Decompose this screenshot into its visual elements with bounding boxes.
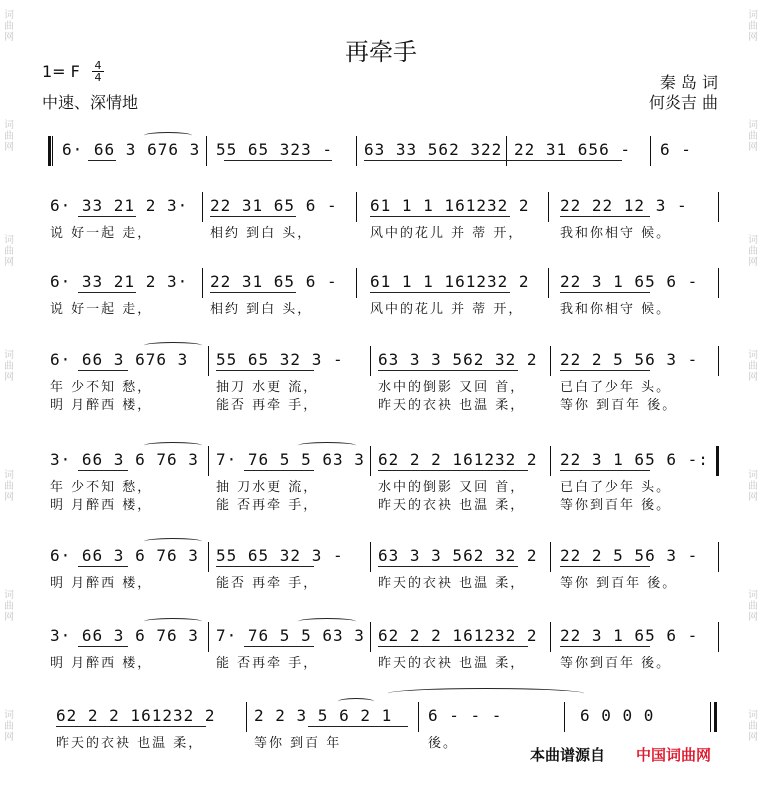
beam <box>78 216 136 217</box>
measure: 7· 76 5 5 63 3 <box>216 626 365 645</box>
lyric-line: 已白了少年 头。 <box>560 480 672 495</box>
slur <box>144 618 202 625</box>
watermark-right-1: 词 曲 网 <box>748 10 758 43</box>
lyric-line: 能 否再牵 手， <box>216 656 319 671</box>
lyric-line: 已白了少年 头。 <box>560 380 672 395</box>
measure: 3· 66 3 6 76 3 <box>50 626 199 645</box>
key-signature: 1= F <box>42 62 80 81</box>
measure: 22 2 5 56 3 - <box>560 350 699 369</box>
lyric-line-verse-2: 能 否再牵 手， <box>216 498 319 513</box>
lyric-line: 相约 到白 头， <box>210 226 313 241</box>
measure: 6· 66 3 6 76 3 <box>50 546 199 565</box>
end-barline <box>718 622 719 652</box>
barline <box>550 622 551 652</box>
lyric-line: 後。 <box>428 736 459 751</box>
beam <box>560 370 650 371</box>
beam <box>560 292 650 293</box>
beam <box>210 292 296 293</box>
measure: 22 3 1 65 6 - <box>560 626 699 645</box>
slur <box>144 442 202 449</box>
barline <box>548 268 549 298</box>
lyric-line: 水中的倒影 又回 首， <box>378 480 526 495</box>
lyric-line: 相约 到白 头， <box>210 302 313 317</box>
barline <box>208 622 209 652</box>
lyric-line: 等你 到百 年 <box>254 736 342 751</box>
beam <box>308 726 408 727</box>
lyric-line: 我和你相守 候。 <box>560 302 672 317</box>
watermark-left-6: 词 曲 网 <box>4 590 14 623</box>
measure: 6· 33 21 2 3· <box>50 196 189 215</box>
beam <box>78 292 136 293</box>
song-title: 再牵手 <box>345 38 417 66</box>
lyric-line: 等你到百年 後。 <box>560 656 672 671</box>
measure: 6 0 0 0 <box>580 706 655 725</box>
measure: 6· 66 3 676 3 <box>62 140 201 159</box>
slur <box>144 342 202 349</box>
barline <box>202 268 203 298</box>
source-label: 本曲谱源自 <box>530 746 606 764</box>
lyric-line-verse-2: 能否 再牵 手， <box>216 398 319 413</box>
lyric-line: 年 少不知 愁， <box>50 380 153 395</box>
repeat-end-barline <box>716 446 719 476</box>
lyric-line: 水中的倒影 又回 首， <box>378 380 526 395</box>
measure: 55 65 32 3 - <box>216 546 344 565</box>
lyric-line: 说 好一起 走， <box>50 226 153 241</box>
watermark-left-1: 词 曲 网 <box>4 10 14 43</box>
measure: 22 3 1 65 6 -: <box>560 450 709 469</box>
beam <box>78 566 128 567</box>
beam <box>560 470 650 471</box>
measure: 62 2 2 161232 2 <box>56 706 216 725</box>
lyric-line: 风中的花儿 并 蒂 开， <box>370 226 524 241</box>
measure: 22 2 5 56 3 - <box>560 546 699 565</box>
lyric-line: 明 月醉西 楼， <box>50 656 153 671</box>
lyric-line: 昨天的衣袂 也温 柔， <box>378 656 526 671</box>
barline <box>650 136 651 166</box>
slur <box>298 442 356 449</box>
beam <box>224 160 332 161</box>
lyric-line: 年 少不知 愁， <box>50 480 153 495</box>
composer-credit: 何炎吉 曲 <box>648 93 718 112</box>
measure: 63 3 3 562 32 2 <box>378 546 538 565</box>
barline <box>356 268 357 298</box>
beam <box>560 216 650 217</box>
beam <box>370 216 510 217</box>
watermark-right-6: 词 曲 网 <box>748 590 758 623</box>
beam <box>378 646 528 647</box>
site-name-link[interactable]: 中国词曲网 <box>636 746 712 764</box>
barline <box>202 192 203 222</box>
measure: 55 65 32 3 - <box>216 350 344 369</box>
beam <box>78 370 128 371</box>
lyric-line: 抽刀 水更 流， <box>216 380 319 395</box>
lyric-line: 昨天的衣袂 也温 柔， <box>56 736 204 751</box>
barline <box>370 346 371 376</box>
lyric-line: 明 月醉西 楼， <box>50 576 153 591</box>
measure: 61 1 1 161232 2 <box>370 272 530 291</box>
measure: 6· 66 3 676 3 <box>50 350 189 369</box>
lyric-line-verse-2: 明 月醉西 楼， <box>50 498 153 513</box>
measure: 22 31 656 - <box>514 140 631 159</box>
beam <box>560 646 650 647</box>
beam <box>244 470 314 471</box>
beam <box>378 566 518 567</box>
beam <box>514 160 622 161</box>
lyric-line: 抽 刀水更 流， <box>216 480 319 495</box>
final-barline-thick <box>714 702 717 732</box>
lyric-line: 说 好一起 走， <box>50 302 153 317</box>
barline <box>206 136 207 166</box>
barline <box>208 446 209 476</box>
barline <box>550 446 551 476</box>
beam <box>78 646 128 647</box>
barline <box>356 192 357 222</box>
measure: 22 31 65 6 - <box>210 196 338 215</box>
barline <box>370 446 371 476</box>
measure: 62 2 2 161232 2 <box>378 450 538 469</box>
tie <box>388 688 584 699</box>
measure: 62 2 2 161232 2 <box>378 626 538 645</box>
lyric-line-verse-2: 昨天的衣袂 也温 柔， <box>378 498 526 513</box>
measure: 63 33 562 322 <box>364 140 503 159</box>
barline <box>356 136 357 166</box>
measure: 22 31 65 6 - <box>210 272 338 291</box>
time-signature <box>92 60 104 83</box>
end-barline <box>718 192 719 222</box>
lyric-line: 风中的花儿 并 蒂 开， <box>370 302 524 317</box>
barline <box>418 702 419 732</box>
lyric-line-verse-2: 等你 到百年 後。 <box>560 398 678 413</box>
barline <box>246 702 247 732</box>
watermark-right-4: 词 曲 网 <box>748 350 758 383</box>
lyric-line: 我和你相守 候。 <box>560 226 672 241</box>
watermark-right-7: 词 曲 网 <box>748 710 758 743</box>
end-barline <box>718 346 719 376</box>
barline <box>506 136 507 166</box>
final-barline-thin <box>710 702 711 732</box>
lyric-line: 能否 再牵 手， <box>216 576 319 591</box>
lyric-line-verse-2: 明 月醉西 楼， <box>50 398 153 413</box>
measure: 7· 76 5 5 63 3 <box>216 450 365 469</box>
watermark-right-5: 词 曲 网 <box>748 470 758 503</box>
barline <box>370 622 371 652</box>
measure: 22 3 1 65 6 - <box>560 272 699 291</box>
watermark-left-2: 词 曲 网 <box>4 120 14 153</box>
measure: 6· 33 21 2 3· <box>50 272 189 291</box>
end-barline <box>718 268 719 298</box>
end-barline <box>718 542 719 572</box>
measure: 2 2 3 5 6 2 1 <box>254 706 393 725</box>
beam <box>378 370 518 371</box>
barline <box>550 346 551 376</box>
watermark-right-3: 词 曲 网 <box>748 235 758 268</box>
measure: 55 65 323 - <box>216 140 333 159</box>
lyric-line: 昨天的衣袂 也温 柔， <box>378 576 526 591</box>
measure: 3· 66 3 6 76 3 <box>50 450 199 469</box>
measure: 61 1 1 161232 2 <box>370 196 530 215</box>
beam <box>216 370 314 371</box>
slur <box>144 538 202 545</box>
beam <box>364 160 532 161</box>
repeat-start-barline <box>48 136 51 166</box>
watermark-left-5: 词 曲 网 <box>4 470 14 503</box>
watermark-left-4: 词 曲 网 <box>4 350 14 383</box>
beam <box>560 566 650 567</box>
barline <box>564 702 565 732</box>
slur <box>298 618 356 625</box>
beam <box>216 566 314 567</box>
slur <box>144 132 192 139</box>
time-signature-top: 4 <box>94 59 102 72</box>
barline <box>548 192 549 222</box>
lyric-line: 等你 到百年 後。 <box>560 576 678 591</box>
beam <box>210 216 296 217</box>
slur <box>338 698 374 705</box>
beam <box>378 470 528 471</box>
barline <box>52 136 53 166</box>
watermark-left-7: 词 曲 网 <box>4 710 14 743</box>
beam <box>88 160 116 161</box>
watermark-left-3: 词 曲 网 <box>4 235 14 268</box>
barline <box>208 542 209 572</box>
lyric-line-verse-2: 昨天的衣袂 也温 柔， <box>378 398 526 413</box>
measure: 63 3 3 562 32 2 <box>378 350 538 369</box>
beam <box>78 470 128 471</box>
beam <box>56 726 206 727</box>
beam <box>244 646 314 647</box>
measure: 6 - <box>660 140 692 159</box>
measure: 6 - - - <box>428 706 503 725</box>
lyric-line-verse-2: 等你到百年 後。 <box>560 498 672 513</box>
watermark-right-2: 词 曲 网 <box>748 120 758 153</box>
lyricist-credit: 秦 岛 词 <box>659 73 718 92</box>
tempo-marking: 中速、深情地 <box>42 93 139 112</box>
barline <box>550 542 551 572</box>
barline <box>370 542 371 572</box>
beam <box>370 292 510 293</box>
time-signature-bottom: 4 <box>94 71 102 84</box>
measure: 22 22 12 3 - <box>560 196 688 215</box>
barline <box>208 346 209 376</box>
